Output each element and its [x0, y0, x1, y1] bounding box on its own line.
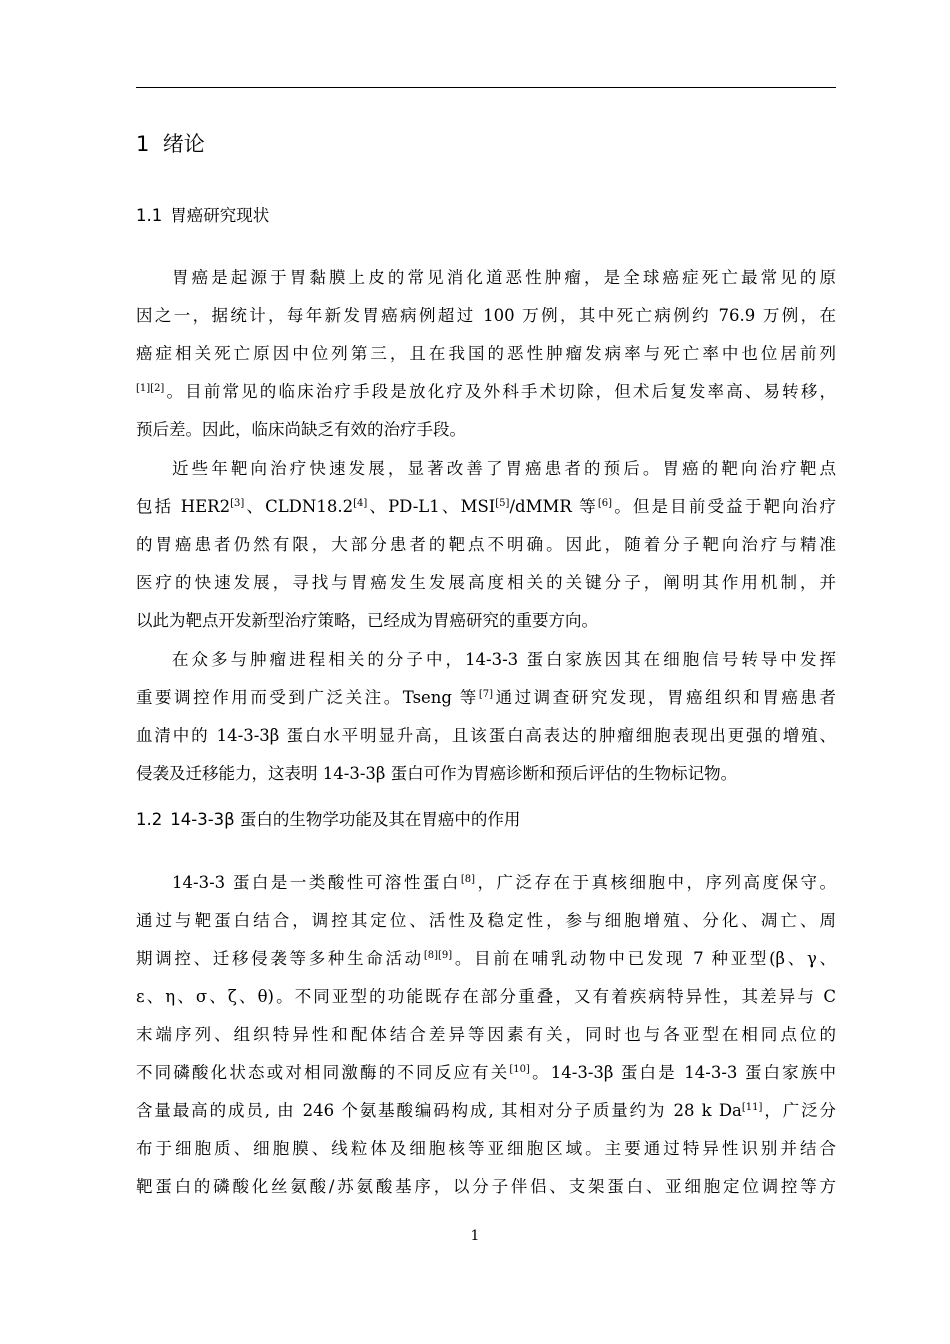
text-run: ，广泛分 — [762, 1101, 836, 1120]
text-run: 、PD-L1、MSI — [367, 497, 496, 516]
text-run: 包括 HER2 — [136, 497, 231, 516]
paragraph-line: 布于细胞质、细胞膜、线粒体及细胞核等亚细胞区域。主要通过特异性识别并结合 — [136, 1139, 836, 1158]
paragraph-line: 血清中的 14-3-3β 蛋白水平明显升高，且该蛋白高表达的肿瘤细胞表现出更强的增殖、 — [136, 726, 836, 745]
section-title: 14-3-3β 蛋白的生物学功能及其在胃癌中的作用 — [170, 810, 521, 829]
text-run: 重要调控作用而受到广泛关注。Tseng 等 — [136, 688, 479, 707]
paragraph-line — [136, 684, 836, 708]
paragraph-line — [136, 1097, 836, 1121]
citation: [1][2] — [136, 383, 165, 394]
section-heading-1-1 — [136, 202, 269, 226]
paragraph-line: 胃癌是起源于胃黏膜上皮的常见消化道恶性肿瘤，是全球癌症死亡最常见的原 — [172, 268, 836, 287]
paragraph-line — [136, 945, 836, 969]
text-run: 含量最高的成员, 由 246 个氨基酸编码构成, 其相对分子质量约为 28 k Da — [136, 1101, 742, 1120]
text-run: 不同磷酸化状态或对相同激酶的不同反应有关 — [136, 1063, 510, 1082]
citation: [3] — [230, 498, 245, 509]
paragraph-line: 医疗的快速发展，寻找与胃癌发生发展高度相关的关键分子，阐明其作用机制，并 — [136, 573, 836, 592]
paragraph-line — [172, 869, 836, 893]
paragraph-line: 在众多与肿瘤进程相关的分子中，14-3-3 蛋白家族因其在细胞信号转导中发挥 — [172, 650, 836, 669]
paragraph-line: 癌症相关死亡原因中位列第三，且在我国的恶性肿瘤发病率与死亡率中也位居前列 — [136, 344, 836, 363]
chapter-heading — [136, 128, 205, 158]
section-title: 胃癌研究现状 — [170, 206, 270, 225]
text-run: 14-3-3 蛋白是一类酸性可溶性蛋白 — [172, 873, 461, 892]
header-rule — [136, 87, 836, 88]
paragraph-line — [136, 1059, 836, 1083]
text-run: 。14-3-3β 蛋白是 14-3-3 蛋白家族中 — [529, 1063, 837, 1082]
chapter-title: 绪论 — [162, 132, 205, 156]
citation: [8] — [460, 874, 476, 885]
paragraph-line: 近些年靶向治疗快速发展，显著改善了胃癌患者的预后。胃癌的靶向治疗靶点 — [172, 459, 836, 478]
paragraph-line: ε、η、σ、ζ、θ)。不同亚型的功能既存在部分重叠，又有着疾病特异性，其差异与 C — [136, 987, 836, 1006]
text-run: 。但是目前受益于靶向治疗 — [612, 497, 836, 516]
paragraph-line: 通过与靶蛋白结合，调控其定位、活性及稳定性，参与细胞增殖、分化、凋亡、周 — [136, 911, 836, 930]
section-number: 1.2 — [136, 810, 163, 829]
paragraph-line: 侵袭及迁移能力，这表明 14-3-3β 蛋白可作为胃癌诊断和预后评估的生物标记物。 — [136, 764, 738, 783]
text-run: ，广泛存在于真核细胞中，序列高度保守。 — [475, 873, 837, 892]
page-number: 1 — [470, 1228, 480, 1244]
text-run: 。目前常见的临床治疗手段是放化疗及外科手术切除，但术后复发率高、易转移， — [164, 382, 836, 401]
section-number: 1.1 — [136, 206, 163, 225]
chapter-number: 1 — [136, 132, 150, 156]
paragraph-line: 末端序列、组织特异性和配体结合差异等因素有关，同时也与各亚型在相同点位的 — [136, 1025, 836, 1044]
paragraph-line: 预后差。因此，临床尚缺乏有效的治疗手段。 — [136, 420, 466, 439]
paragraph-line — [136, 378, 836, 402]
text-run: 期调控、迁移侵袭等多种生命活动 — [136, 949, 424, 968]
text-run: 、CLDN18.2 — [244, 497, 354, 516]
paragraph-line: 的胃癌患者仍然有限，大部分患者的靶点不明确。因此，随着分子靶向治疗与精准 — [136, 535, 836, 554]
paragraph-line: 靶蛋白的磷酸化丝氨酸/苏氨酸基序，以分子伴侣、支架蛋白、亚细胞定位调控等方 — [136, 1177, 836, 1196]
citation: [5] — [495, 498, 510, 509]
citation: [10] — [509, 1064, 530, 1075]
text-run: 通过调查研究发现，胃癌组织和胃癌患者 — [493, 688, 836, 707]
citation: [11] — [741, 1102, 763, 1113]
paragraph-line: 因之一，据统计，每年新发胃癌病例超过 100 万例，其中死亡病例约 76.9 万例，在 — [136, 306, 836, 325]
paragraph-line: 以此为靶点开发新型治疗策略，已经成为胃癌研究的重要方向。 — [136, 611, 598, 630]
text-run: 。目前在哺乳动物中已发现 7 种亚型(β、γ、 — [452, 949, 837, 968]
citation: [4] — [353, 498, 368, 509]
citation: [6] — [597, 498, 613, 509]
text-run: /dMMR 等 — [509, 497, 598, 516]
section-heading-1-2 — [136, 806, 520, 830]
citation: [8][9] — [423, 950, 453, 961]
paragraph-line — [136, 493, 836, 517]
citation: [7] — [478, 689, 494, 700]
